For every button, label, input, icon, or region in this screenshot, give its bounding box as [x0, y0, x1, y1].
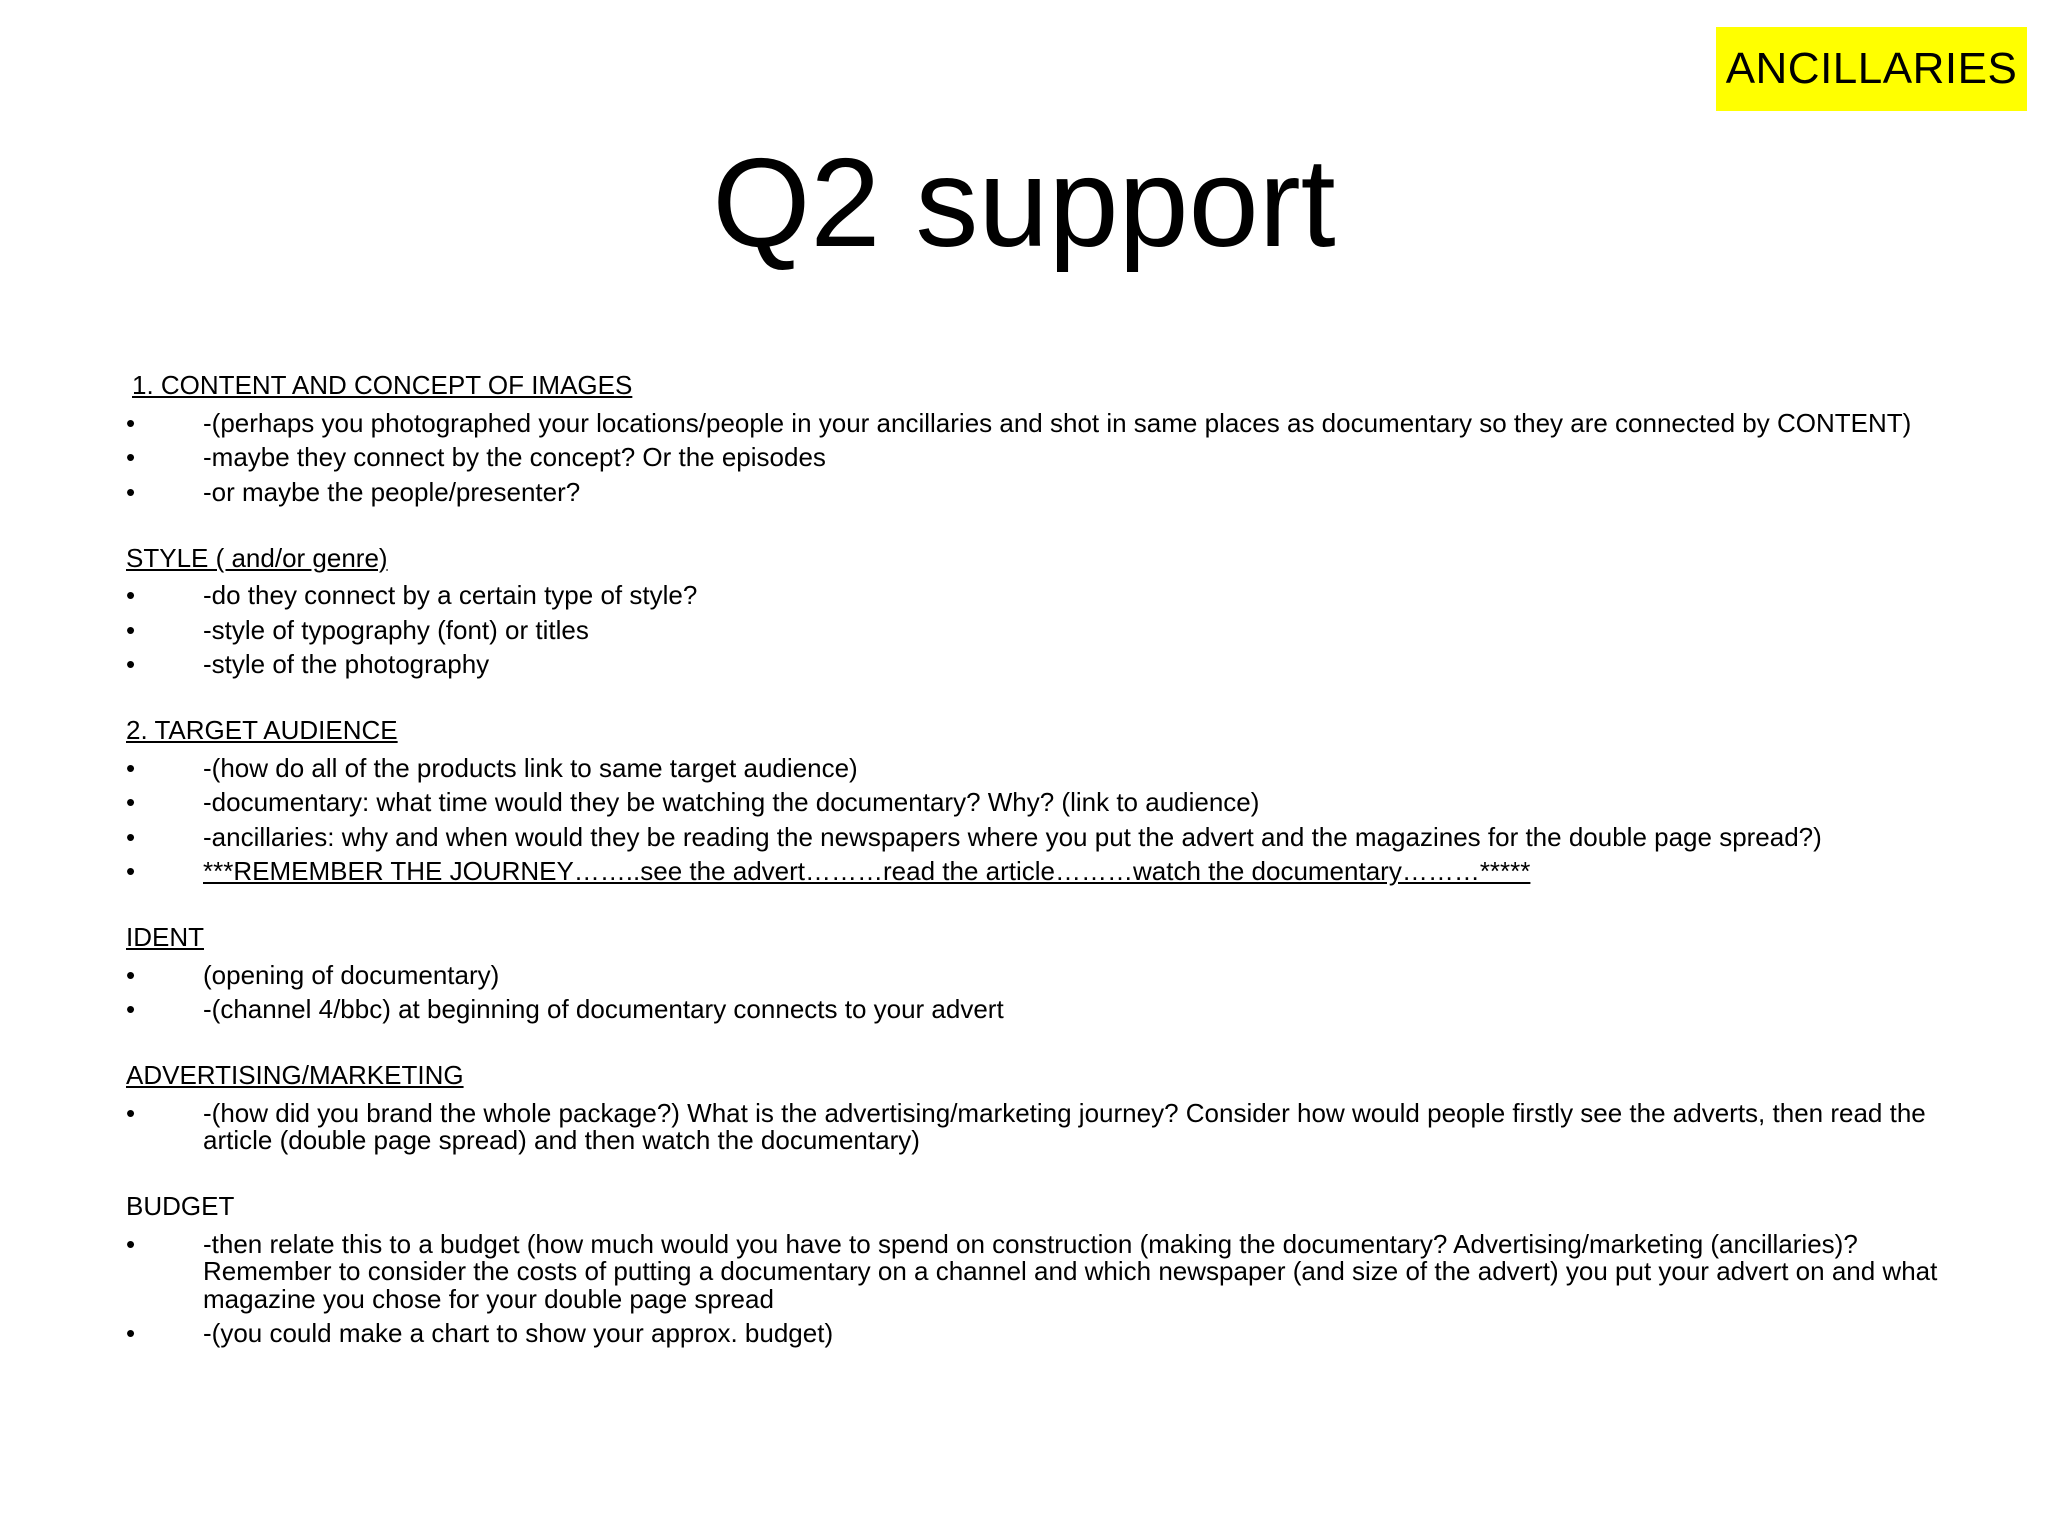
slide-title: Q2 support [712, 132, 1336, 273]
list-item-text: -then relate this to a budget (how much would you have to spend on construction (making the documentary? Advertising/marketing (ancillaries)? Remember to consider the costs of putting a documentary on a channel and which newspaper (and size of the advert) you put your advert on and what magazine you chose for your double page spread [203, 1228, 1938, 1314]
section-heading: STYLE ( and/or genre) [126, 542, 388, 573]
section-heading: 1. CONTENT AND CONCEPT OF IMAGES [132, 370, 633, 400]
list-item [126, 959, 1956, 990]
section-content-concept [126, 368, 1956, 506]
bullet-marker: • [126, 580, 136, 610]
list-item-text: -(perhaps you photographed your locations/people in your ancillaries and shot in same places as documentary so they are connected by CONTENT) [203, 407, 1912, 438]
section-target-audience [126, 713, 1956, 886]
spacer [126, 1024, 1956, 1059]
list-item [126, 996, 1956, 1024]
journey-reminder-text: ***REMEMBER THE JOURNEY……..see the advert………read the article………watch the documentary………***** [203, 856, 1531, 886]
list-item [126, 752, 1956, 783]
spacer [126, 679, 1956, 714]
bullet-marker: • [126, 407, 136, 438]
section-heading: ADVERTISING/MARKETING [126, 1060, 464, 1090]
list-item-text: -(you could make a chart to show your approx. budget) [203, 1318, 834, 1348]
section-ident [126, 920, 1956, 1024]
bullet-marker: • [126, 1228, 136, 1259]
list-item-text: -do they connect by a certain type of style? [203, 580, 698, 610]
bullet-marker: • [126, 649, 136, 679]
list-item-text: -(how did you brand the whole package?) What is the advertising/marketing journey? Consider how would people firstly see the adverts, then read the article (double page spread) and then watch the documentary) [203, 1097, 1926, 1155]
list-item [126, 476, 1956, 507]
list-item [126, 1097, 1956, 1155]
bullet-marker: • [126, 821, 136, 852]
bullet-marker: • [126, 752, 136, 783]
bullet-marker: • [126, 994, 136, 1024]
list-item-text: -(how do all of the products link to same target audience) [203, 752, 858, 783]
bullet-marker: • [126, 959, 136, 990]
spacer [126, 886, 1956, 921]
list-item-text: -or maybe the people/presenter? [203, 476, 581, 507]
section-style [126, 541, 1956, 679]
bullet-marker: • [126, 1097, 136, 1128]
list-item [126, 858, 1956, 886]
list-item-text: -ancillaries: why and when would they be reading the newspapers where you put the advert and the magazines for the double page spread?) [203, 821, 1822, 852]
spacer [126, 1155, 1956, 1190]
bullet-marker: • [126, 1318, 136, 1348]
list-item [126, 407, 1956, 438]
list-item [126, 444, 1956, 472]
bullet-marker: • [126, 787, 136, 817]
ancillaries-badge: ANCILLARIES [1716, 27, 2027, 111]
list-item-text: -style of typography (font) or titles [203, 614, 589, 645]
bullet-marker: • [126, 856, 136, 886]
list-item-text: -style of the photography [203, 649, 490, 679]
list-item-text: -documentary: what time would they be watching the documentary? Why? (link to audience) [203, 787, 1260, 817]
list-item [126, 1320, 1956, 1348]
section-heading: BUDGET [126, 1191, 235, 1221]
spacer [126, 506, 1956, 541]
list-item [126, 789, 1956, 817]
section-advertising-marketing [126, 1058, 1956, 1155]
slide-body [126, 368, 1956, 1348]
bullet-marker: • [126, 442, 136, 472]
section-budget [126, 1189, 1956, 1348]
list-item-text: (opening of documentary) [203, 959, 500, 990]
list-item-text: -maybe they connect by the concept? Or the episodes [203, 442, 826, 472]
bullet-marker: • [126, 614, 136, 645]
section-heading: IDENT [126, 922, 204, 952]
list-item-text: -(channel 4/bbc) at beginning of documentary connects to your advert [203, 994, 1004, 1024]
bullet-marker: • [126, 476, 136, 507]
section-heading: 2. TARGET AUDIENCE [126, 715, 398, 745]
list-item [126, 582, 1956, 610]
list-item [126, 651, 1956, 679]
list-item [126, 614, 1956, 645]
list-item [126, 1228, 1956, 1314]
list-item [126, 821, 1956, 852]
